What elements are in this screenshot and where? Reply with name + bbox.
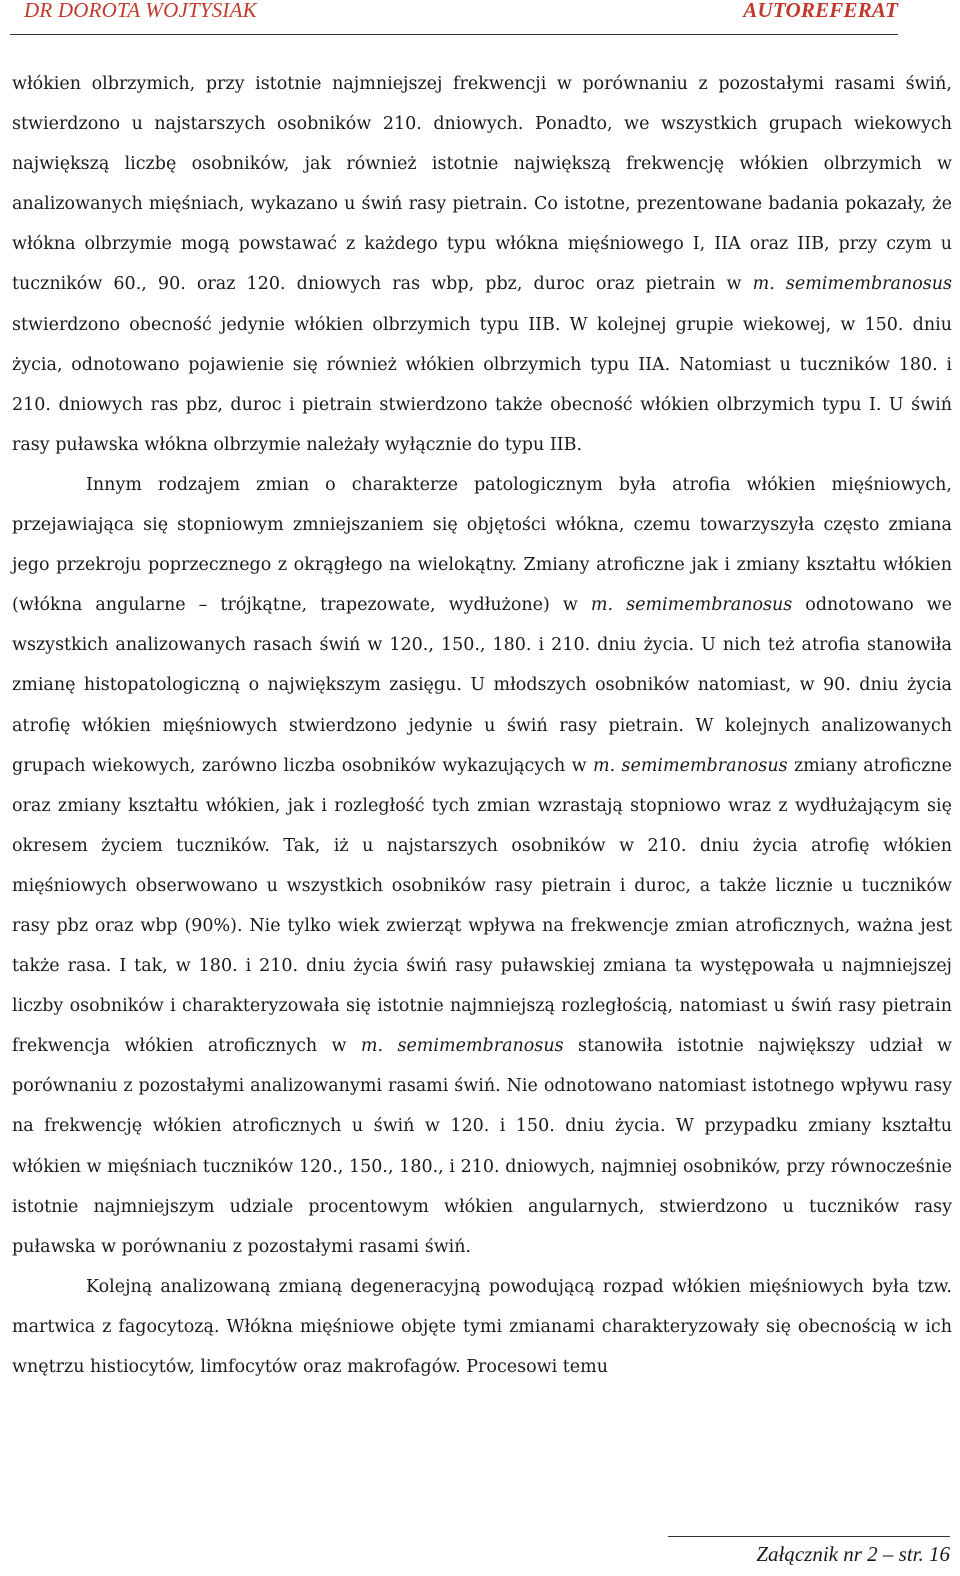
body-text [12,64,952,1387]
page-header [10,0,898,35]
text-run: stwierdzono obecność jedynie włókien olbrzymich typu IIB. W kolejnej grupie wiekowej, w 150. dniu życia, odnotowano pojawienie się również włókien olbrzymich typu IIA. Natomiast u tuczników 180. i 210. dniowych ras pbz, duroc i pietrain stwierdzono także obecność włókien olbrzymich typu I. U świń rasy puławska włókna olbrzymie należały wyłącznie do typu IIB. [12,314,952,455]
text-run: odnotowano we wszystkich analizowanych rasach świń w 120., 150., 180. i 210. dniu życia. U nich też atrofia stanowiła zmianę histopatologiczną o największym zasięgu. U młodszych osobników natomiast, w 90. dniu życia atrofię włókien mięśniowych stwierdzono jedynie u świń rasy pietrain. W kolejnych analizowanych grupach wiekowych, zarówno liczba osobników wykazujących w [12,595,953,776]
header-doc-type: AUTOREFERAT [743,0,898,22]
page-footer: Załącznik nr 2 – str. 16 [756,1542,950,1566]
latin-term: m. semimembranosus [752,274,952,295]
text-run: Innym rodzajem zmian o charakterze patologicznym była atrofia włókien mięśniowych, przejawiająca się stopniowym zmniejszaniem się objętości włókna, czemu towarzyszyła często zmiana jego przekroju poprzecznego z okrągłego na wielokątny. Zmiany atroficzne jak i zmiany kształtu włókien (włókna angularne – trójkątne, trapezowate, wydłużone) w [12,474,952,616]
text-run: stanowiła istotnie największy udział w porównaniu z pozostałymi analizowanymi rasami świń. Nie odnotowano natomiast istotnego wpływu rasy na frekwencję włókien atroficznych u świń w 120. i 150. dniu życia. W przypadku zmiany kształtu włókien w mięśniach tuczników 120., 150., 180., i 210. dniowych, najmniej osobników, przy równocześnie istotnie najmniejszym udziale procentowym włókien angularnych, stwierdzono u tuczników rasy puławska w porównaniu z pozostałymi rasami świń. [12,1036,953,1257]
text-run: zmiany atroficzne oraz zmiany kształtu włókien, jak i rozległość tych zmian wzrastają stopniowo wraz z wydłużającym się okresem życiem tuczników. Tak, iż u najstarszych osobników w 210. dniu życia atrofię włókien mięśniowych obserwowano u wszystkich osobników rasy pietrain i duroc, a także licznie u tuczników rasy pbz oraz wbp (90%). Nie tylko wiek zwierząt wpływa na frekwencje zmian atroficznych, ważna jest także rasa. I tak, w 180. i 210. dniu życia świń rasy puławskiej zmiana ta występowała u najmniejszej liczby osobników i charakteryzowała się istotnie najmniejszą rozległością, natomiast u świń rasy pietrain frekwencja włókien atroficznych w [12,755,952,1057]
paragraph-2 [12,465,952,1267]
header-author: DR DOROTA WOJTYSIAK [24,0,257,22]
latin-term: m. semimembranosus [590,595,793,616]
text-run: włókien olbrzymich, przy istotnie najmniejszej frekwencji w porównaniu z pozostałymi rasami świń, stwierdzono u najstarszych osobników 210. dniowych. Ponadto, we wszystkich grupach wiekowych największą liczbę osobników, jak również istotnie największą frekwencję włókien olbrzymich w analizowanych mięśniach, wykazano u świń rasy pietrain. Co istotne, prezentowane badania pokazały, że włókna olbrzymie mogą powstawać z każdego typu włókna mięśniowego I, IIA oraz IIB, przy czym u tuczników 60., 90. oraz 120. dniowych ras wbp, pbz, duroc oraz pietrain w [12,74,952,295]
footer-divider [668,1536,950,1537]
paragraph-1 [12,64,952,465]
paragraph-3 [12,1267,952,1387]
latin-term: m. semimembranosus [592,755,788,776]
text-run: Kolejną analizowaną zmianą degeneracyjną powodującą rozpad włókien mięśniowych była tzw. martwica z fagocytozą. Włókna mięśniowe objęte tymi zmianami charakteryzowały się obecnością w ich wnętrzu histiocytów, limfocytów oraz makrofagów. Procesowi temu [12,1276,952,1377]
latin-term: m. semimembranosus [360,1036,564,1057]
